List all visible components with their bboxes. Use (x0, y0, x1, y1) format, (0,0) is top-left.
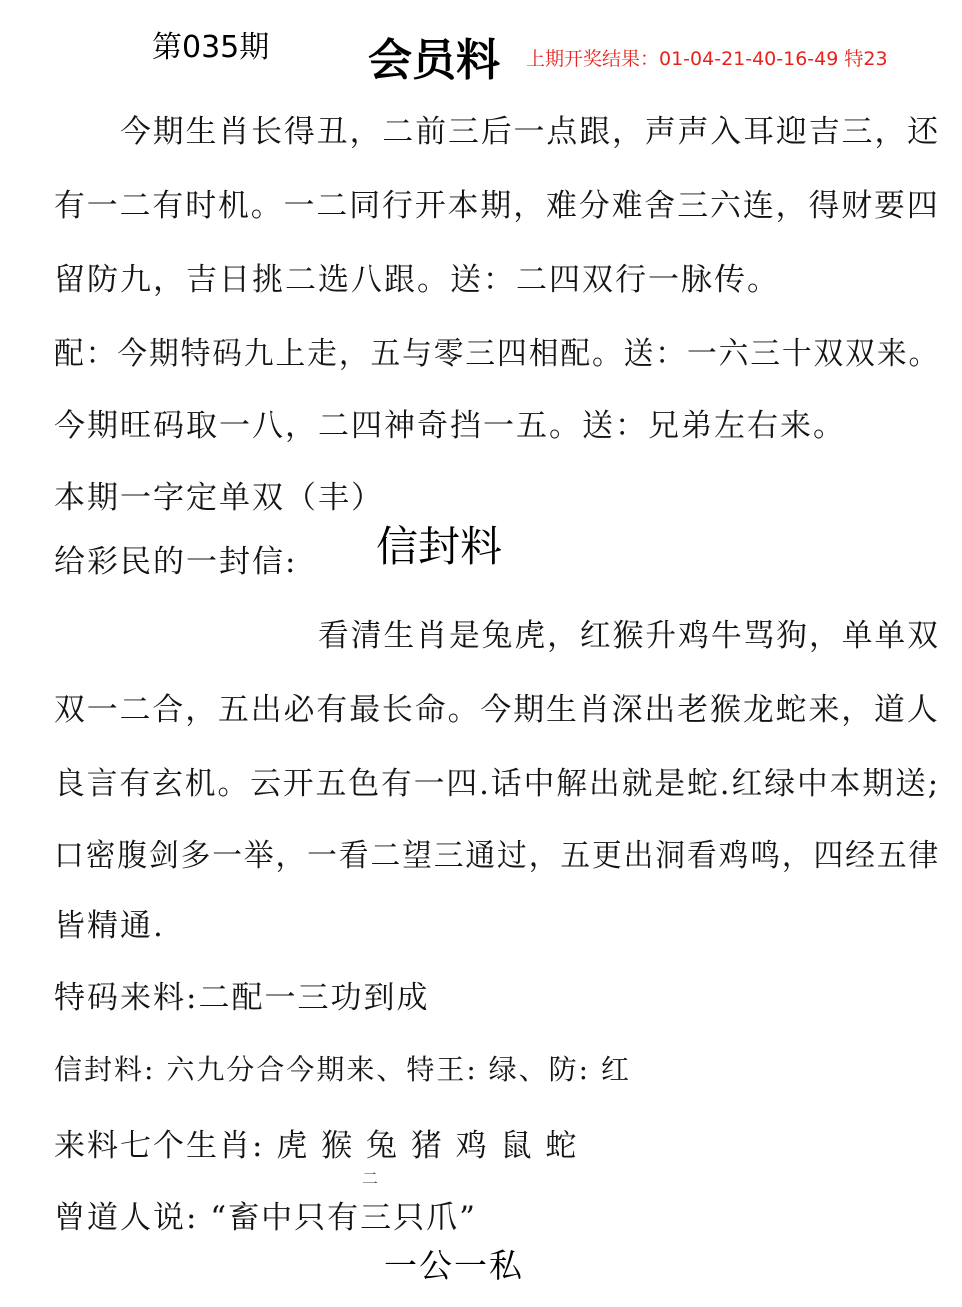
letter-line: 看清生肖是兔虎，红猴升鸡牛骂狗，单单双 (318, 618, 940, 654)
member-line: 留防九，吉日挑二选八跟。送：二四双行一脉传。 (54, 262, 780, 298)
envelope-line: 信封料: 六九分合今期来、特王: 绿、防: 红 (54, 1053, 632, 1086)
letter-line: 双一二合，五出必有最长命。今期生肖深出老猴龙蛇来，道人 (54, 692, 940, 728)
letter-intro: 给彩民的一封信: (54, 544, 298, 580)
member-line: 配：今期特码九上走，五与零三四相配。送：一六三十双双来。 (54, 336, 941, 372)
section-title: 信封料 (376, 522, 503, 571)
member-line: 今期生肖长得丑，二前三后一点跟，声声入耳迎吉三，还 (120, 114, 941, 150)
member-line: 今期旺码取一八，二四神奇挡一五。送：兄弟左右来。 (54, 408, 846, 444)
member-line: 有一二有时机。一二同行开本期，难分难舍三六连，得财要四 (54, 188, 940, 224)
letter-line: 口密腹剑多一举，一看二望三通过，五更出洞看鸡鸣，四经五律 (54, 838, 941, 874)
issue-number: 第035期 (152, 30, 270, 65)
daoren-quote: 曾道人说: “畜中只有三只爪” (54, 1200, 477, 1236)
special-code-line: 特码来料:二配一三功到成 (54, 980, 430, 1016)
last-draw-result: 上期开奖结果：01-04-21-40-16-49 特23 (526, 48, 888, 70)
zodiac-line: 来料七个生肖: 虎 猴 兔 猪 鸡 鼠 蛇 (54, 1128, 579, 1164)
member-line: 本期一字定单双（丰） (54, 480, 384, 516)
stray-mark: 二 (362, 1169, 379, 1188)
page-title: 会员料 (368, 35, 500, 86)
letter-line: 皆精通. (54, 908, 165, 944)
letter-line: 良言有玄机。云开五色有一四.话中解出就是蛇.红绿中本期送; (54, 766, 941, 802)
footer-slogan: 一公一私 (384, 1246, 524, 1285)
